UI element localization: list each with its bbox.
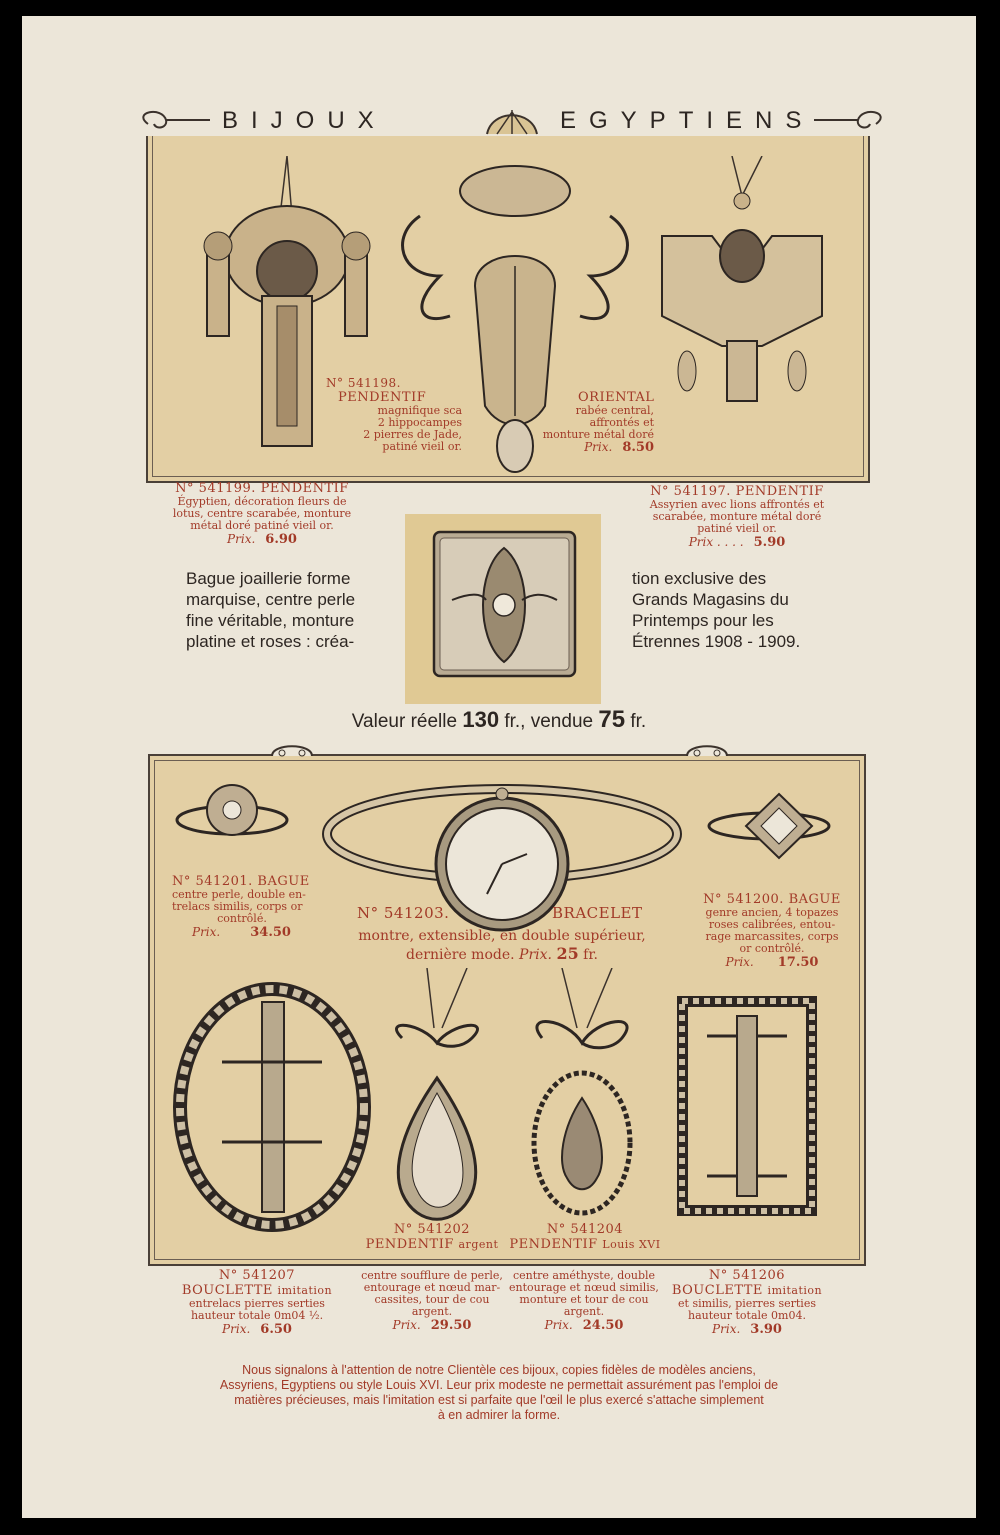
item-541207-block: N° 541207 BOUCLETTE imitation entrelacs pierres serties hauteur totale 0m04 ½. Prix. 6.50 bbox=[181, 1268, 333, 1337]
pendant-541197-image bbox=[642, 156, 842, 456]
item-541206-block: N° 541206 BOUCLETTE imitation et similis, pierres serties hauteur totale 0m04. Prix. 3.90 bbox=[671, 1268, 823, 1337]
ring-541200-image bbox=[704, 786, 834, 876]
title-left: BIJOUX bbox=[222, 107, 387, 134]
item-541202-label: N° 541202 PENDENTIF argent bbox=[365, 1222, 499, 1252]
item-541198-number: N° 541198. bbox=[326, 376, 401, 390]
item-541197-block: N° 541197. PENDENTIF Assyrien avec lions affrontés et scarabée, monture métal doré patiné vieil or. Prix . . . . 5.90 bbox=[649, 484, 825, 550]
item-541198-name-right: ORIENTAL bbox=[578, 390, 655, 405]
item-541203-desc: montre, extensible, en double supérieur, dernière mode. Prix. 25 fr. bbox=[358, 928, 646, 963]
item-541198-desc-right: rabée central, affrontés et monture métal doré Prix. 8.50 bbox=[542, 404, 654, 455]
item-541203-name: BRACELET bbox=[552, 904, 643, 922]
panel-scroll-right-icon bbox=[682, 741, 732, 763]
item-541199-block: N° 541199. PENDENTIF Égyptien, décoration fleurs de lotus, centre scarabée, monture métal doré patiné vieil or. Prix. 6.90 bbox=[172, 481, 352, 547]
catalog-page bbox=[22, 16, 976, 1518]
panel-scroll-left-icon bbox=[267, 741, 317, 763]
footer-note: Nous signalons à l'attention de notre Clientèle ces bijoux, copies fidèles de modèles anciens, Assyriens, Egyptiens ou style Louis XVI. Leur prix modeste ne permettait assurément pas l'emploi de matières précieuses, mais l'imitation est si parfaite que l'œil le plus exercé s'attache simplement à en admirer la forme. bbox=[219, 1363, 779, 1422]
buckle-541206-image bbox=[677, 996, 817, 1216]
marquise-ring-box-image bbox=[432, 530, 577, 678]
item-541201-block: N° 541201. BAGUE centre perle, double en- trelacs similis, corps or contrôlé. Prix. 34.50 bbox=[172, 874, 310, 940]
pendant-541204-image bbox=[517, 968, 647, 1238]
valeur-line: Valeur réelle 130 fr., vendue 75 fr. bbox=[351, 706, 647, 733]
item-541204-label: N° 541204 PENDENTIF Louis XVI bbox=[509, 1222, 661, 1252]
item-541202-desc: centre soufflure de perle, entourage et nœud mar- cassites, tour de cou argent. Prix. 29.50 bbox=[361, 1269, 503, 1333]
pendant-541202-image bbox=[372, 968, 502, 1238]
ring-text-left: Bague joaillerie forme marquise, centre perle fine véritable, monture platine et roses : créa- bbox=[186, 569, 356, 651]
item-541198-name-left: PENDENTIF bbox=[338, 390, 427, 405]
item-541200-block: N° 541200. BAGUE genre ancien, 4 topazes roses calibrées, entou- rage marcassites, corps or contrôlé. Prix. 17.50 bbox=[703, 892, 841, 970]
ring-text-right: tion exclusive des Grands Magasins du Printemps pour les Étrennes 1908 - 1909. bbox=[632, 569, 801, 651]
item-541198-desc-left: magnifique sca 2 hippocampes 2 pierres de Jade, patiné vieil or. bbox=[363, 404, 462, 453]
ring-541201-image bbox=[172, 780, 292, 850]
item-541204-desc: centre améthyste, double entourage et nœud similis, monture et tour de cou argent. Prix. 24.50 bbox=[509, 1269, 659, 1333]
buckle-541207-image bbox=[172, 982, 372, 1232]
item-541203-number: N° 541203. bbox=[357, 904, 450, 922]
title-right: EGYPTIENS bbox=[560, 107, 815, 134]
